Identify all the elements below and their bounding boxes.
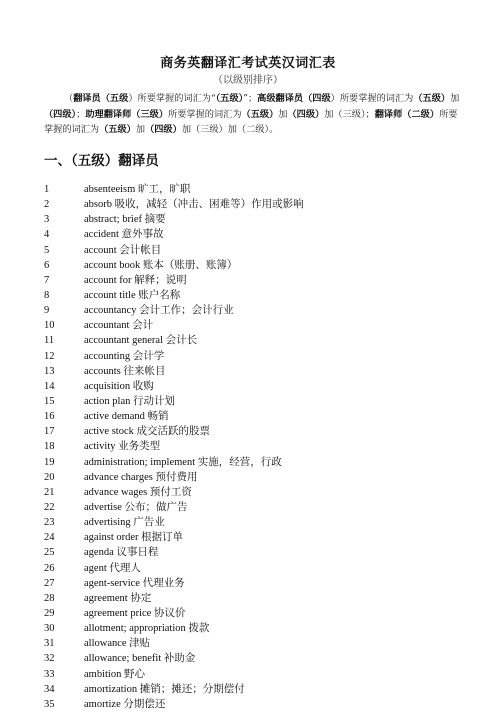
entry-text: accounts 往来帐目	[84, 365, 166, 377]
entry-number: 10	[44, 320, 55, 332]
intro-segment: ；	[76, 108, 86, 120]
entry-text: account book 账本（账册、账簿）	[84, 259, 238, 271]
vocab-entry	[44, 500, 464, 515]
entry-number: 12	[44, 350, 55, 362]
vocab-entry	[44, 379, 464, 394]
entry-text: abstract; brief 摘要	[84, 214, 166, 226]
vocab-entry	[44, 394, 464, 409]
entry-number: 22	[44, 501, 55, 513]
entry-number: 3	[44, 214, 50, 226]
vocab-entry	[44, 288, 464, 303]
vocab-entry	[44, 561, 464, 576]
vocab-entry	[44, 545, 464, 560]
entry-text: account for 解释；说明	[84, 274, 187, 286]
intro-segment: 所要掌握的词汇为	[44, 108, 458, 135]
entry-text: active demand 畅销	[84, 411, 169, 423]
entry-number: 18	[44, 441, 55, 453]
entry-text: action plan 行动计划	[84, 395, 175, 407]
vocab-entry	[44, 621, 464, 636]
intro-paragraph	[44, 91, 464, 138]
vocab-entry	[44, 409, 464, 424]
entry-number: 31	[44, 638, 55, 650]
entry-number: 33	[44, 668, 55, 680]
intro-segment: 加（三级）加（二级）。	[181, 124, 279, 135]
vocab-entry	[44, 424, 464, 439]
entry-number: 26	[44, 562, 55, 574]
vocab-entry	[44, 182, 464, 197]
vocab-entry	[44, 591, 464, 606]
entry-number: 4	[44, 229, 50, 241]
entry-text: accountant 会计	[84, 320, 154, 332]
entry-text: account title 账户名称	[84, 289, 181, 301]
vocab-entry	[44, 212, 464, 227]
vocab-entry	[44, 333, 464, 348]
vocab-entry	[44, 470, 464, 485]
intro-segment: 加	[278, 108, 288, 120]
entry-number: 17	[44, 426, 55, 438]
vocab-entry	[44, 197, 464, 212]
entry-number: 5	[44, 244, 50, 256]
entry-text: agreement 协定	[84, 592, 152, 604]
vocab-entry	[44, 651, 464, 666]
vocab-entry	[44, 515, 464, 530]
vocab-entry	[44, 243, 464, 258]
entry-text: agent 代理人	[84, 562, 141, 574]
intro-segment: （五级）	[215, 93, 244, 104]
entry-number: 28	[44, 592, 55, 604]
entry-number: 14	[44, 380, 55, 392]
vocab-entry	[44, 485, 464, 500]
intro-segment: 翻译师（二级）	[374, 108, 440, 120]
entry-text: activity 业务类型	[84, 441, 161, 453]
entry-text: agent-service 代理业务	[84, 577, 185, 589]
vocabulary-list	[44, 182, 464, 712]
vocab-entry	[44, 318, 464, 333]
vocab-entry	[44, 636, 464, 651]
intro-segment: 所要掌握的词汇为	[168, 108, 242, 120]
intro-segment: 加	[450, 93, 460, 104]
entry-text: agenda 议事日程	[84, 547, 159, 559]
entry-number: 8	[44, 289, 50, 301]
entry-text: absorb 吸收，减轻（冲击、困难等）作用或影响	[84, 199, 304, 211]
vocab-entry	[44, 455, 464, 470]
entry-number: 16	[44, 411, 55, 423]
entry-number: 7	[44, 274, 50, 286]
entry-text: advertise 公布；做广告	[84, 501, 188, 513]
vocab-entry	[44, 273, 464, 288]
entry-text: accounting 会计学	[84, 350, 165, 362]
entry-text: amortize 分期偿还	[84, 698, 166, 710]
vocab-entry	[44, 606, 464, 621]
intro-segment: 助理翻译师（三级）	[85, 108, 169, 120]
section-heading: 一、（五级）翻译员	[44, 153, 159, 169]
entry-number: 11	[44, 335, 55, 347]
entry-number: 24	[44, 532, 55, 544]
entry-number: 29	[44, 607, 55, 619]
entry-text: account 会计帐目	[84, 244, 162, 256]
entry-text: ambition 野心	[84, 668, 145, 680]
entry-number: 13	[44, 365, 55, 377]
entry-text: accountancy 会计工作；会计行业	[84, 305, 234, 317]
entry-number: 35	[44, 698, 55, 710]
vocab-entry	[44, 227, 464, 242]
document-title: 商务英翻译汇考试英汉词汇表	[160, 56, 336, 71]
entry-text: absenteeism 旷工，旷职	[84, 184, 191, 195]
intro-segment: （四级）	[287, 108, 325, 120]
intro-segment: ）所要掌握的词汇为	[330, 93, 414, 104]
entry-number: 6	[44, 259, 50, 271]
vocab-entry	[44, 667, 464, 682]
entry-number: 19	[44, 456, 55, 468]
vocab-entry	[44, 258, 464, 273]
entry-number: 9	[44, 305, 50, 317]
vocab-entry	[44, 364, 464, 379]
vocab-entry	[44, 349, 464, 364]
intro-segment: （五级）	[99, 124, 136, 135]
intro-segment: 高级翻译员（四级	[257, 93, 331, 104]
intro-segment: ”；	[243, 93, 258, 104]
entry-number: 1	[44, 184, 50, 195]
entry-text: allowance 津贴	[84, 638, 151, 650]
vocab-entry	[44, 697, 464, 712]
entry-text: allowance; benefit 补助金	[84, 653, 196, 665]
entry-number: 34	[44, 683, 55, 695]
entry-text: against order 根据订单	[84, 532, 184, 544]
entry-text: advance wages 预付工资	[84, 486, 192, 498]
entry-text: allotment; appropriation 拨款	[84, 623, 210, 635]
intro-segment: 加	[135, 124, 146, 135]
intro-segment: （五级）	[241, 108, 279, 120]
intro-segment: ）所要掌握的词汇为“	[128, 93, 216, 104]
entry-text: agreement price 协议价	[84, 607, 186, 619]
entry-text: accident 意外事故	[84, 229, 164, 241]
entry-text: active stock 成交活跃的股票	[84, 426, 210, 438]
entry-text: acquisition 收购	[84, 380, 154, 392]
vocab-entry	[44, 576, 464, 591]
intro-segment: （五级）	[413, 93, 451, 104]
entry-number: 30	[44, 623, 55, 635]
entry-number: 21	[44, 486, 55, 498]
entry-text: advance charges 预付费用	[84, 471, 198, 483]
entry-number: 27	[44, 577, 55, 589]
vocab-entry	[44, 682, 464, 697]
intro-segment: （四级）	[44, 108, 77, 120]
document-subtitle: （以级别排序）	[213, 75, 283, 86]
entry-number: 20	[44, 471, 55, 483]
entry-text: advertising 广告业	[84, 517, 165, 529]
vocab-entry	[44, 439, 464, 454]
intro-segment: 翻译员（五级	[73, 93, 129, 104]
vocab-entry	[44, 530, 464, 545]
entry-number: 15	[44, 395, 55, 407]
entry-text: amortization 摊销；摊还；分期偿付	[84, 683, 245, 695]
intro-segment: （四级）	[145, 124, 182, 135]
intro-segment: 加（三级）；	[324, 108, 375, 120]
entry-number: 2	[44, 199, 50, 211]
entry-number: 23	[44, 517, 55, 529]
vocab-entry	[44, 303, 464, 318]
entry-text: administration; implement 实施，经营，行政	[84, 456, 282, 468]
intro-segment: （	[64, 93, 74, 104]
entry-number: 32	[44, 653, 55, 665]
entry-number: 25	[44, 547, 55, 559]
entry-text: accountant general 会计长	[84, 335, 198, 347]
